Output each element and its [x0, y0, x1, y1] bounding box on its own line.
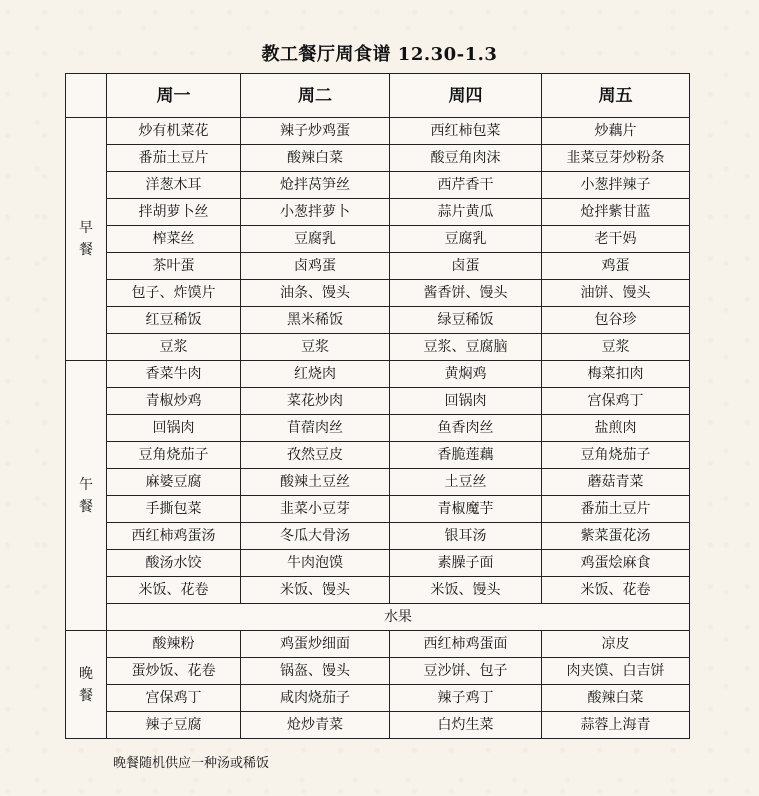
menu-cell: 牛肉泡馍 [241, 550, 390, 577]
menu-cell: 西红柿鸡蛋汤 [107, 523, 241, 550]
menu-cell: 炒藕片 [542, 118, 690, 145]
menu-cell: 豆角烧茄子 [107, 442, 241, 469]
menu-cell: 肉夹馍、白吉饼 [542, 658, 690, 685]
menu-cell: 宫保鸡丁 [107, 685, 241, 712]
menu-cell: 豆浆 [542, 334, 690, 361]
menu-cell: 咸肉烧茄子 [241, 685, 390, 712]
weekly-menu-table [65, 73, 690, 739]
table-row [66, 469, 690, 496]
menu-cell: 酸汤水饺 [107, 550, 241, 577]
menu-cell: 豆浆 [107, 334, 241, 361]
table-row [66, 334, 690, 361]
menu-cell: 韭菜豆芽炒粉条 [542, 145, 690, 172]
menu-cell: 米饭、馒头 [241, 577, 390, 604]
menu-cell: 炒有机菜花 [107, 118, 241, 145]
menu-cell: 油条、馒头 [241, 280, 390, 307]
menu-cell: 油饼、馒头 [542, 280, 690, 307]
table-row [66, 118, 690, 145]
menu-cell: 酸豆角肉沫 [390, 145, 542, 172]
table-row [66, 388, 690, 415]
table-row [66, 280, 690, 307]
menu-cell: 小葱拌辣子 [542, 172, 690, 199]
menu-cell: 酸辣粉 [107, 631, 241, 658]
menu-cell: 梅菜扣肉 [542, 361, 690, 388]
footnote: 晚餐随机供应一种汤或稀饭 [113, 756, 270, 771]
header-row [66, 74, 690, 118]
table-row [66, 226, 690, 253]
menu-cell: 鸡蛋烩麻食 [542, 550, 690, 577]
menu-cell: 豆沙饼、包子 [390, 658, 542, 685]
menu-cell: 洋葱木耳 [107, 172, 241, 199]
menu-cell: 黑米稀饭 [241, 307, 390, 334]
fruit-row [66, 604, 690, 631]
menu-cell: 韭菜小豆芽 [241, 496, 390, 523]
menu-cell: 红烧肉 [241, 361, 390, 388]
menu-cell: 银耳汤 [390, 523, 542, 550]
menu-cell: 茶叶蛋 [107, 253, 241, 280]
menu-cell: 香脆莲藕 [390, 442, 542, 469]
table-row [66, 199, 690, 226]
menu-cell: 米饭、花卷 [542, 577, 690, 604]
menu-cell: 鸡蛋炒细面 [241, 631, 390, 658]
menu-cell: 番茄土豆片 [542, 496, 690, 523]
table-row [66, 361, 690, 388]
table-row [66, 415, 690, 442]
menu-cell: 酸辣白菜 [241, 145, 390, 172]
menu-cell: 豆浆、豆腐脑 [390, 334, 542, 361]
menu-cell: 卤蛋 [390, 253, 542, 280]
menu-cell: 香菜牛肉 [107, 361, 241, 388]
menu-cell: 豆腐乳 [241, 226, 390, 253]
menu-cell: 菜花炒肉 [241, 388, 390, 415]
menu-cell: 豆腐乳 [390, 226, 542, 253]
menu-cell: 炝拌紫甘蓝 [542, 199, 690, 226]
menu-cell: 红豆稀饭 [107, 307, 241, 334]
menu-cell: 酸辣白菜 [542, 685, 690, 712]
menu-cell: 宫保鸡丁 [542, 388, 690, 415]
menu-cell: 炝炒青菜 [241, 712, 390, 739]
menu-cell: 青椒魔芋 [390, 496, 542, 523]
menu-cell: 豆浆 [241, 334, 390, 361]
menu-cell: 白灼生菜 [390, 712, 542, 739]
table-row [66, 145, 690, 172]
menu-cell: 土豆丝 [390, 469, 542, 496]
menu-cell: 回锅肉 [107, 415, 241, 442]
menu-cell: 回锅肉 [390, 388, 542, 415]
table-row [66, 631, 690, 658]
menu-cell: 卤鸡蛋 [241, 253, 390, 280]
menu-cell: 小葱拌萝卜 [241, 199, 390, 226]
menu-cell: 苜蓿肉丝 [241, 415, 390, 442]
meal-label-lunch: 午 餐 [66, 361, 107, 631]
day-header: 周二 [241, 74, 390, 118]
day-header: 周一 [107, 74, 241, 118]
menu-cell: 紫菜蛋花汤 [542, 523, 690, 550]
day-header: 周四 [390, 74, 542, 118]
table-row [66, 712, 690, 739]
menu-cell: 冬瓜大骨汤 [241, 523, 390, 550]
menu-cell: 蒜蓉上海青 [542, 712, 690, 739]
table-row [66, 442, 690, 469]
fruit-cell: 水果 [107, 604, 690, 631]
menu-cell: 拌胡萝卜丝 [107, 199, 241, 226]
menu-cell: 手撕包菜 [107, 496, 241, 523]
menu-cell: 酱香饼、馒头 [390, 280, 542, 307]
table-row [66, 523, 690, 550]
menu-cell: 老干妈 [542, 226, 690, 253]
menu-cell: 炝拌莴笋丝 [241, 172, 390, 199]
menu-cell: 米饭、馒头 [390, 577, 542, 604]
meal-label-breakfast: 早 餐 [66, 118, 107, 361]
corner-cell [66, 74, 107, 118]
menu-cell: 麻婆豆腐 [107, 469, 241, 496]
menu-cell: 米饭、花卷 [107, 577, 241, 604]
menu-cell: 蒜片黄瓜 [390, 199, 542, 226]
table-row [66, 496, 690, 523]
table-row [66, 172, 690, 199]
menu-cell: 西红柿包菜 [390, 118, 542, 145]
menu-cell: 西芹香干 [390, 172, 542, 199]
menu-cell: 鱼香肉丝 [390, 415, 542, 442]
menu-cell: 青椒炒鸡 [107, 388, 241, 415]
table-row [66, 253, 690, 280]
menu-cell: 凉皮 [542, 631, 690, 658]
menu-cell: 蘑菇青菜 [542, 469, 690, 496]
menu-cell: 辣子鸡丁 [390, 685, 542, 712]
menu-cell: 辣子炒鸡蛋 [241, 118, 390, 145]
menu-cell: 包谷珍 [542, 307, 690, 334]
menu-cell: 酸辣土豆丝 [241, 469, 390, 496]
menu-cell: 西红柿鸡蛋面 [390, 631, 542, 658]
menu-cell: 豆角烧茄子 [542, 442, 690, 469]
menu-cell: 包子、炸馍片 [107, 280, 241, 307]
menu-cell: 辣子豆腐 [107, 712, 241, 739]
menu-cell: 鸡蛋 [542, 253, 690, 280]
menu-cell: 番茄土豆片 [107, 145, 241, 172]
menu-cell: 绿豆稀饭 [390, 307, 542, 334]
table-row [66, 685, 690, 712]
table-row [66, 550, 690, 577]
menu-cell: 盐煎肉 [542, 415, 690, 442]
day-header: 周五 [542, 74, 690, 118]
menu-cell: 孜然豆皮 [241, 442, 390, 469]
menu-cell: 黄焖鸡 [390, 361, 542, 388]
menu-cell: 锅盔、馒头 [241, 658, 390, 685]
page-title: 教工餐厅周食谱 12.30-1.3 [261, 44, 498, 65]
meal-label-dinner: 晚 餐 [66, 631, 107, 739]
table-row [66, 577, 690, 604]
table-row [66, 307, 690, 334]
table-row [66, 658, 690, 685]
menu-cell: 素臊子面 [390, 550, 542, 577]
menu-cell: 榨菜丝 [107, 226, 241, 253]
menu-cell: 蛋炒饭、花卷 [107, 658, 241, 685]
